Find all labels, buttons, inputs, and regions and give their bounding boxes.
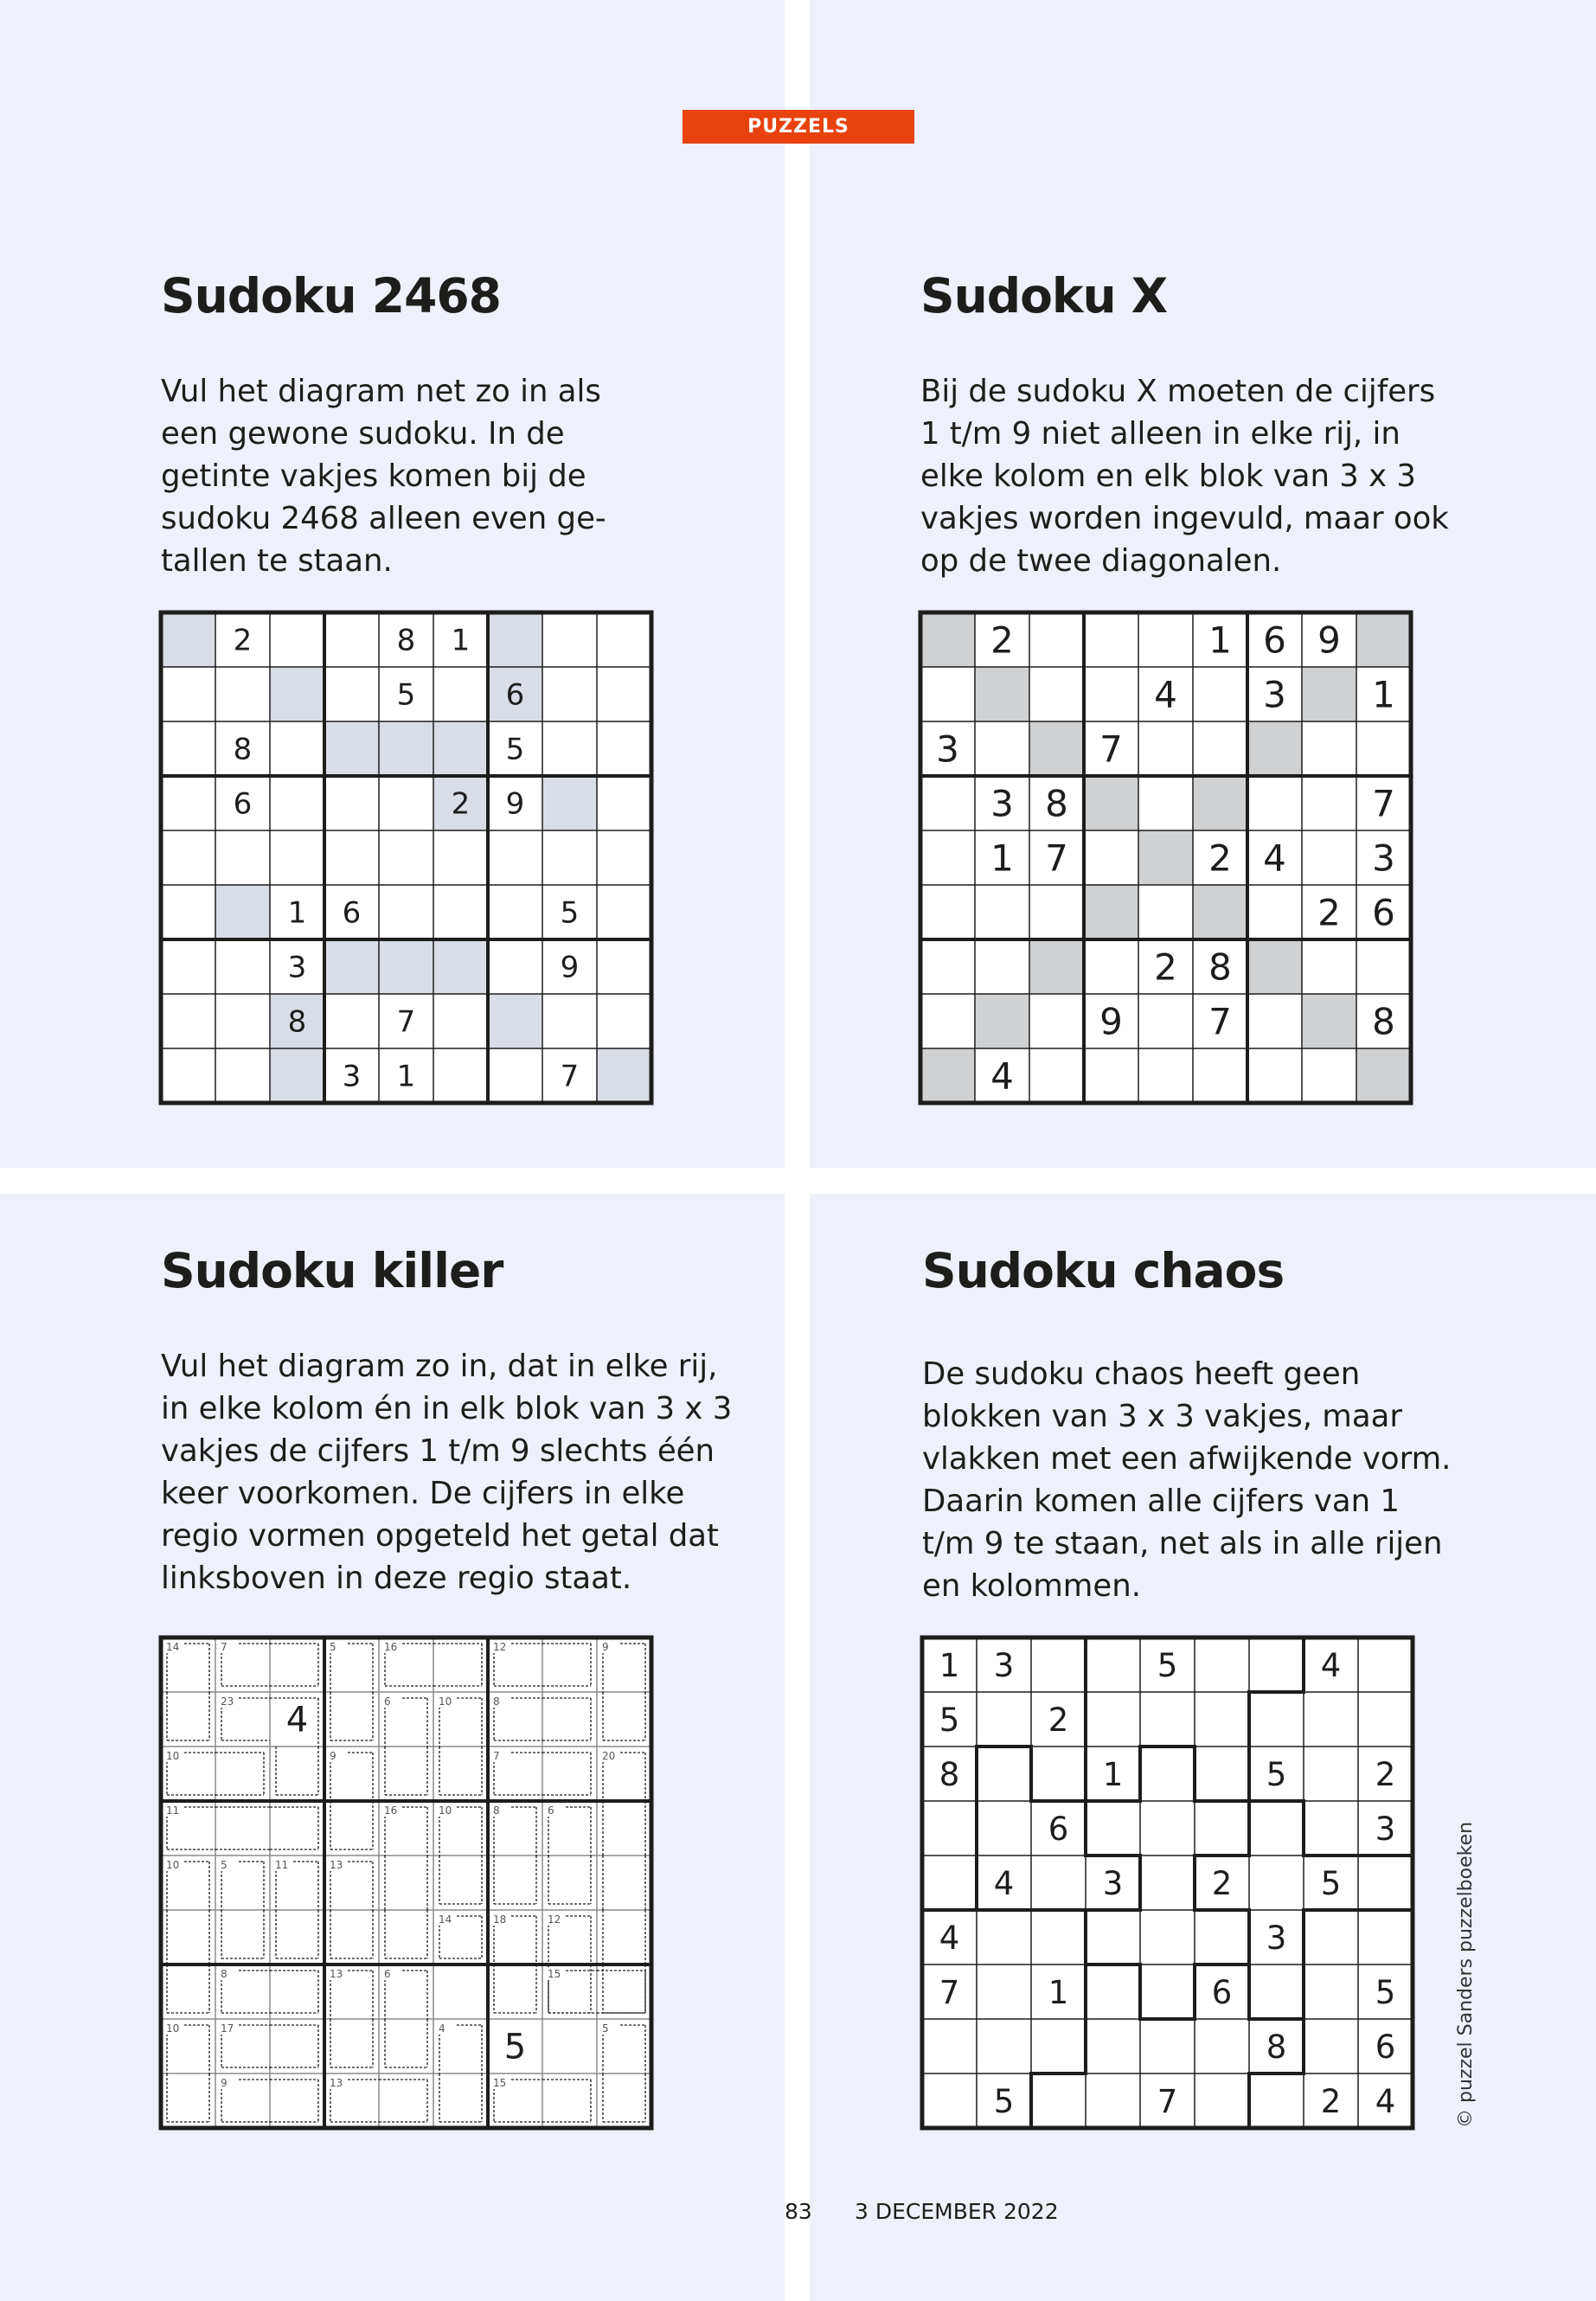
cage-sum: 7 — [493, 1750, 500, 1762]
cage-sum: 8 — [493, 1695, 500, 1708]
sudoku2468-title: Sudoku 2468 — [161, 268, 501, 324]
credit-text: © puzzel Sanders puzzelboeken — [1455, 1821, 1477, 2128]
given-digit: 3 — [287, 950, 307, 985]
killer-cage — [219, 1968, 318, 2013]
killer-cage — [491, 1641, 591, 1686]
sudokux-title: Sudoku X — [920, 268, 1168, 324]
given-digit: 2 — [1208, 836, 1232, 880]
given-digit: 2 — [1320, 2082, 1342, 2120]
given-digit: 4 — [1375, 2082, 1396, 2120]
given-digit: 7 — [939, 1973, 960, 2011]
section-badge: PUZZELS — [683, 110, 914, 144]
killer-cage — [164, 1859, 209, 2013]
cage-sum: 16 — [384, 1641, 398, 1653]
killer-cage — [491, 1804, 536, 1904]
given-digit: 8 — [1045, 782, 1068, 825]
cage-sum: 10 — [166, 2022, 180, 2035]
cage-sum: 9 — [602, 1641, 609, 1653]
diagonal-cell — [920, 612, 975, 667]
killer-cage — [491, 1750, 591, 1795]
killer-cage — [382, 1641, 482, 1686]
killer-grid[interactable] — [161, 1638, 651, 2128]
diagonal-cell — [1247, 939, 1302, 994]
killer-text: Vul het diagram zo in, dat in elke rij, in elke kolom én in elk blok van 3 x 3 vakjes de cijfers 1 t/m 9 slechts één keer voorkomen. De cijfers in elke regio vormen opgeteld het getal dat linksboven in deze regio staat. — [161, 1349, 733, 1596]
diagonal-cell — [975, 994, 1029, 1048]
killer-cage — [219, 2022, 318, 2067]
cage-outline — [385, 1807, 427, 1958]
cage-sum: 11 — [275, 1859, 289, 1871]
given-digit: 6 — [233, 786, 253, 822]
diagonal-cell — [1138, 830, 1193, 885]
shaded-cell — [324, 939, 379, 994]
given-digit: 8 — [287, 1004, 307, 1040]
given-digit: 8 — [396, 623, 416, 658]
given-digit: 2 — [1317, 891, 1341, 934]
chaos-grid[interactable] — [922, 1638, 1413, 2128]
diagonal-cell — [975, 667, 1029, 721]
shaded-cell — [542, 776, 597, 830]
killer-cage — [437, 1804, 482, 1904]
cage-sum: 10 — [166, 1750, 180, 1762]
given-digit: 8 — [1372, 1000, 1395, 1043]
killer-cage — [546, 1804, 591, 1904]
cage-sum: 8 — [493, 1804, 500, 1817]
given-digit: 1 — [396, 1059, 416, 1094]
given-digit: 6 — [1048, 1810, 1069, 1848]
diagonal-cell — [1247, 721, 1302, 776]
cage-sum: 14 — [439, 1913, 452, 1926]
cage-outline — [167, 1862, 209, 2013]
cage-sum: 12 — [548, 1913, 561, 1926]
shaded-cell — [433, 939, 488, 994]
cage-sum: 13 — [330, 2077, 343, 2089]
cage-sum: 23 — [221, 1695, 234, 1708]
given-digit: 7 — [1045, 836, 1068, 880]
diagonal-cell — [1029, 939, 1084, 994]
killer-cage — [164, 1750, 264, 1795]
given-digit: 3 — [990, 782, 1014, 825]
given-digit: 5 — [1266, 1755, 1287, 1793]
given-digit: 2 — [1211, 1864, 1233, 1902]
shaded-cell — [270, 667, 324, 721]
given-digit: 6 — [342, 895, 362, 931]
given-digit: 3 — [1102, 1864, 1124, 1902]
given-digit: 5 — [396, 677, 416, 713]
sudoku2468-grid[interactable] — [161, 612, 651, 1103]
killer-cage — [328, 1968, 373, 2067]
killer-cage — [546, 1968, 645, 2013]
given-digit: 8 — [233, 732, 253, 767]
given-digit: 3 — [342, 1059, 362, 1094]
given-digit: 2 — [233, 623, 253, 658]
diagonal-cell — [920, 1048, 975, 1103]
sudokux-grid[interactable] — [920, 612, 1411, 1103]
cage-sum: 5 — [330, 1641, 337, 1653]
given-digit: 4 — [1154, 673, 1177, 716]
diagonal-cell — [1302, 994, 1356, 1048]
given-digit: 3 — [1266, 1919, 1287, 1957]
given-digit: 5 — [1157, 1646, 1178, 1684]
chaos-title: Sudoku chaos — [922, 1243, 1285, 1298]
given-digit: 4 — [285, 1700, 309, 1740]
cage-sum: 6 — [548, 1804, 554, 1817]
cage-sum: 11 — [166, 1804, 180, 1817]
issue-date: 3 DECEMBER 2022 — [855, 2199, 1059, 2224]
given-digit: 5 — [503, 2027, 527, 2067]
cage-sum: 6 — [384, 1695, 391, 1708]
given-digit: 3 — [1263, 673, 1286, 716]
given-digit: 9 — [505, 786, 525, 822]
given-digit: 7 — [396, 1004, 416, 1040]
cage-sum: 10 — [439, 1804, 452, 1817]
killer-cage — [600, 1641, 645, 1740]
given-digit: 2 — [451, 786, 471, 822]
given-digit: 1 — [1102, 1755, 1124, 1793]
given-digit: 5 — [560, 895, 580, 931]
cage-sum: 17 — [221, 2022, 234, 2035]
given-digit: 3 — [936, 727, 959, 771]
cage-sum: 20 — [602, 1750, 616, 1762]
killer-cage — [164, 1804, 318, 1849]
cage-sum: 15 — [548, 1968, 561, 1980]
given-digit: 6 — [1263, 619, 1286, 662]
cage-sum: 12 — [493, 1641, 507, 1653]
cage-sum: 4 — [439, 2022, 445, 2035]
shaded-cell — [215, 885, 270, 939]
killer-cage — [164, 2022, 209, 2122]
cage-sum: 15 — [493, 2077, 507, 2089]
diagonal-cell — [1084, 885, 1138, 939]
shaded-cell — [379, 721, 433, 776]
given-digit: 1 — [990, 836, 1014, 880]
given-digit: 1 — [1208, 619, 1232, 662]
given-digit: 8 — [939, 1755, 960, 1793]
given-digit: 7 — [1099, 727, 1123, 771]
cage-sum: 18 — [493, 1913, 507, 1926]
given-digit: 1 — [287, 895, 307, 931]
sudoku2468-text: Vul het diagram net zo in als een gewone sudoku. In de getinte vakjes komen bij de sudoku 2468 alleen even ge- tallen te staan. — [161, 374, 606, 579]
given-digit: 1 — [1372, 673, 1395, 716]
shaded-cell — [270, 1048, 324, 1103]
given-digit: 8 — [1266, 2028, 1287, 2066]
cage-sum: 8 — [221, 1968, 228, 1980]
cage-outline — [167, 1807, 318, 1849]
killer-cage — [600, 1750, 645, 2013]
given-digit: 7 — [1208, 1000, 1232, 1043]
shaded-cell — [597, 1048, 651, 1103]
killer-cage — [437, 1695, 482, 1795]
given-digit: 2 — [990, 619, 1014, 662]
killer-cage — [328, 1641, 373, 1740]
cage-sum: 10 — [166, 1859, 180, 1871]
cage-sum: 16 — [384, 1804, 398, 1817]
given-digit: 2 — [1375, 1755, 1396, 1793]
killer-cage — [437, 1913, 482, 1958]
killer-cage — [437, 2022, 482, 2122]
given-digit: 7 — [1157, 2082, 1178, 2120]
cage-sum: 14 — [166, 1641, 180, 1653]
diagonal-cell — [1029, 721, 1084, 776]
killer-cage — [219, 1641, 318, 1686]
shaded-cell — [379, 939, 433, 994]
killer-cage — [273, 1859, 318, 1958]
given-digit: 9 — [1099, 1000, 1123, 1043]
given-digit: 6 — [505, 677, 525, 713]
killer-cage — [219, 1859, 264, 1958]
given-digit: 5 — [939, 1701, 960, 1739]
shaded-cell — [161, 612, 215, 667]
cage-sum: 5 — [221, 1859, 228, 1871]
given-digit: 5 — [993, 2082, 1015, 2120]
given-digit: 2 — [1154, 945, 1177, 989]
given-digit: 2 — [1048, 1701, 1069, 1739]
given-digit: 6 — [1375, 2028, 1396, 2066]
given-digit: 4 — [993, 1864, 1015, 1902]
given-digit: 5 — [1320, 1864, 1342, 1902]
killer-cage — [491, 2077, 591, 2122]
grid-border — [161, 1638, 651, 2128]
shaded-cell — [488, 612, 542, 667]
given-digit: 6 — [1211, 1973, 1233, 2011]
cage-sum: 10 — [439, 1695, 452, 1708]
diagonal-cell — [1356, 1048, 1411, 1103]
killer-cage — [219, 2077, 318, 2122]
sudokux-text: Bij de sudoku X moeten de cijfers 1 t/m 9 niet alleen in elke rij, in elke kolom en elk blok van 3 x 3 vakjes worden ingevuld, maar ook op de twee diagonalen. — [920, 374, 1449, 579]
given-digit: 1 — [451, 623, 471, 658]
given-digit: 5 — [1375, 1973, 1396, 2011]
given-digit: 4 — [939, 1919, 960, 1957]
killer-cage — [164, 1641, 209, 1740]
diagonal-cell — [1356, 612, 1411, 667]
killer-cage — [328, 2077, 427, 2122]
given-digit: 3 — [1372, 836, 1395, 880]
cage-sum: 5 — [602, 2022, 609, 2035]
killer-cage — [382, 1968, 427, 2067]
given-digit: 3 — [1375, 1810, 1396, 1848]
given-digit: 7 — [1372, 782, 1395, 825]
given-digit: 1 — [939, 1646, 960, 1684]
given-digit: 4 — [1263, 836, 1286, 880]
page-number: 83 — [785, 2199, 812, 2224]
killer-cage — [328, 1859, 373, 1958]
given-digit: 1 — [1048, 1973, 1069, 2011]
shaded-cell — [433, 721, 488, 776]
given-digit: 7 — [560, 1059, 580, 1094]
diagonal-cell — [1193, 776, 1247, 830]
killer-cage — [491, 1695, 591, 1740]
given-digit: 9 — [1317, 619, 1341, 662]
given-digit: 6 — [1372, 891, 1395, 934]
diagonal-cell — [1084, 776, 1138, 830]
given-digit: 5 — [505, 732, 525, 767]
killer-cage — [382, 1804, 427, 1958]
killer-cage — [382, 1695, 427, 1795]
shaded-cell — [324, 721, 379, 776]
diagonal-cell — [1302, 667, 1356, 721]
cage-sum: 13 — [330, 1859, 343, 1871]
cage-sum: 7 — [221, 1641, 228, 1653]
given-digit: 9 — [560, 950, 580, 985]
killer-cage — [600, 2022, 645, 2122]
cage-outline — [603, 1753, 645, 2013]
given-digit: 3 — [993, 1646, 1015, 1684]
killer-title: Sudoku killer — [161, 1243, 503, 1298]
cage-sum: 9 — [330, 1750, 337, 1762]
cage-sum: 6 — [384, 1968, 391, 1980]
given-digit: 4 — [1320, 1646, 1342, 1684]
cage-sum: 9 — [221, 2077, 228, 2089]
cage-sum: 13 — [330, 1968, 343, 1980]
shaded-cell — [488, 994, 542, 1048]
given-digit: 4 — [990, 1054, 1014, 1098]
given-digit: 8 — [1208, 945, 1232, 989]
chaos-text: De sudoku chaos heeft geen blokken van 3 x 3 vakjes, maar vlakken met een afwijkende vorm. Daarin komen alle cijfers van 1 t/m 9 te staan, net als in alle rijen en kolommen. — [922, 1356, 1452, 1604]
diagonal-cell — [1193, 885, 1247, 939]
